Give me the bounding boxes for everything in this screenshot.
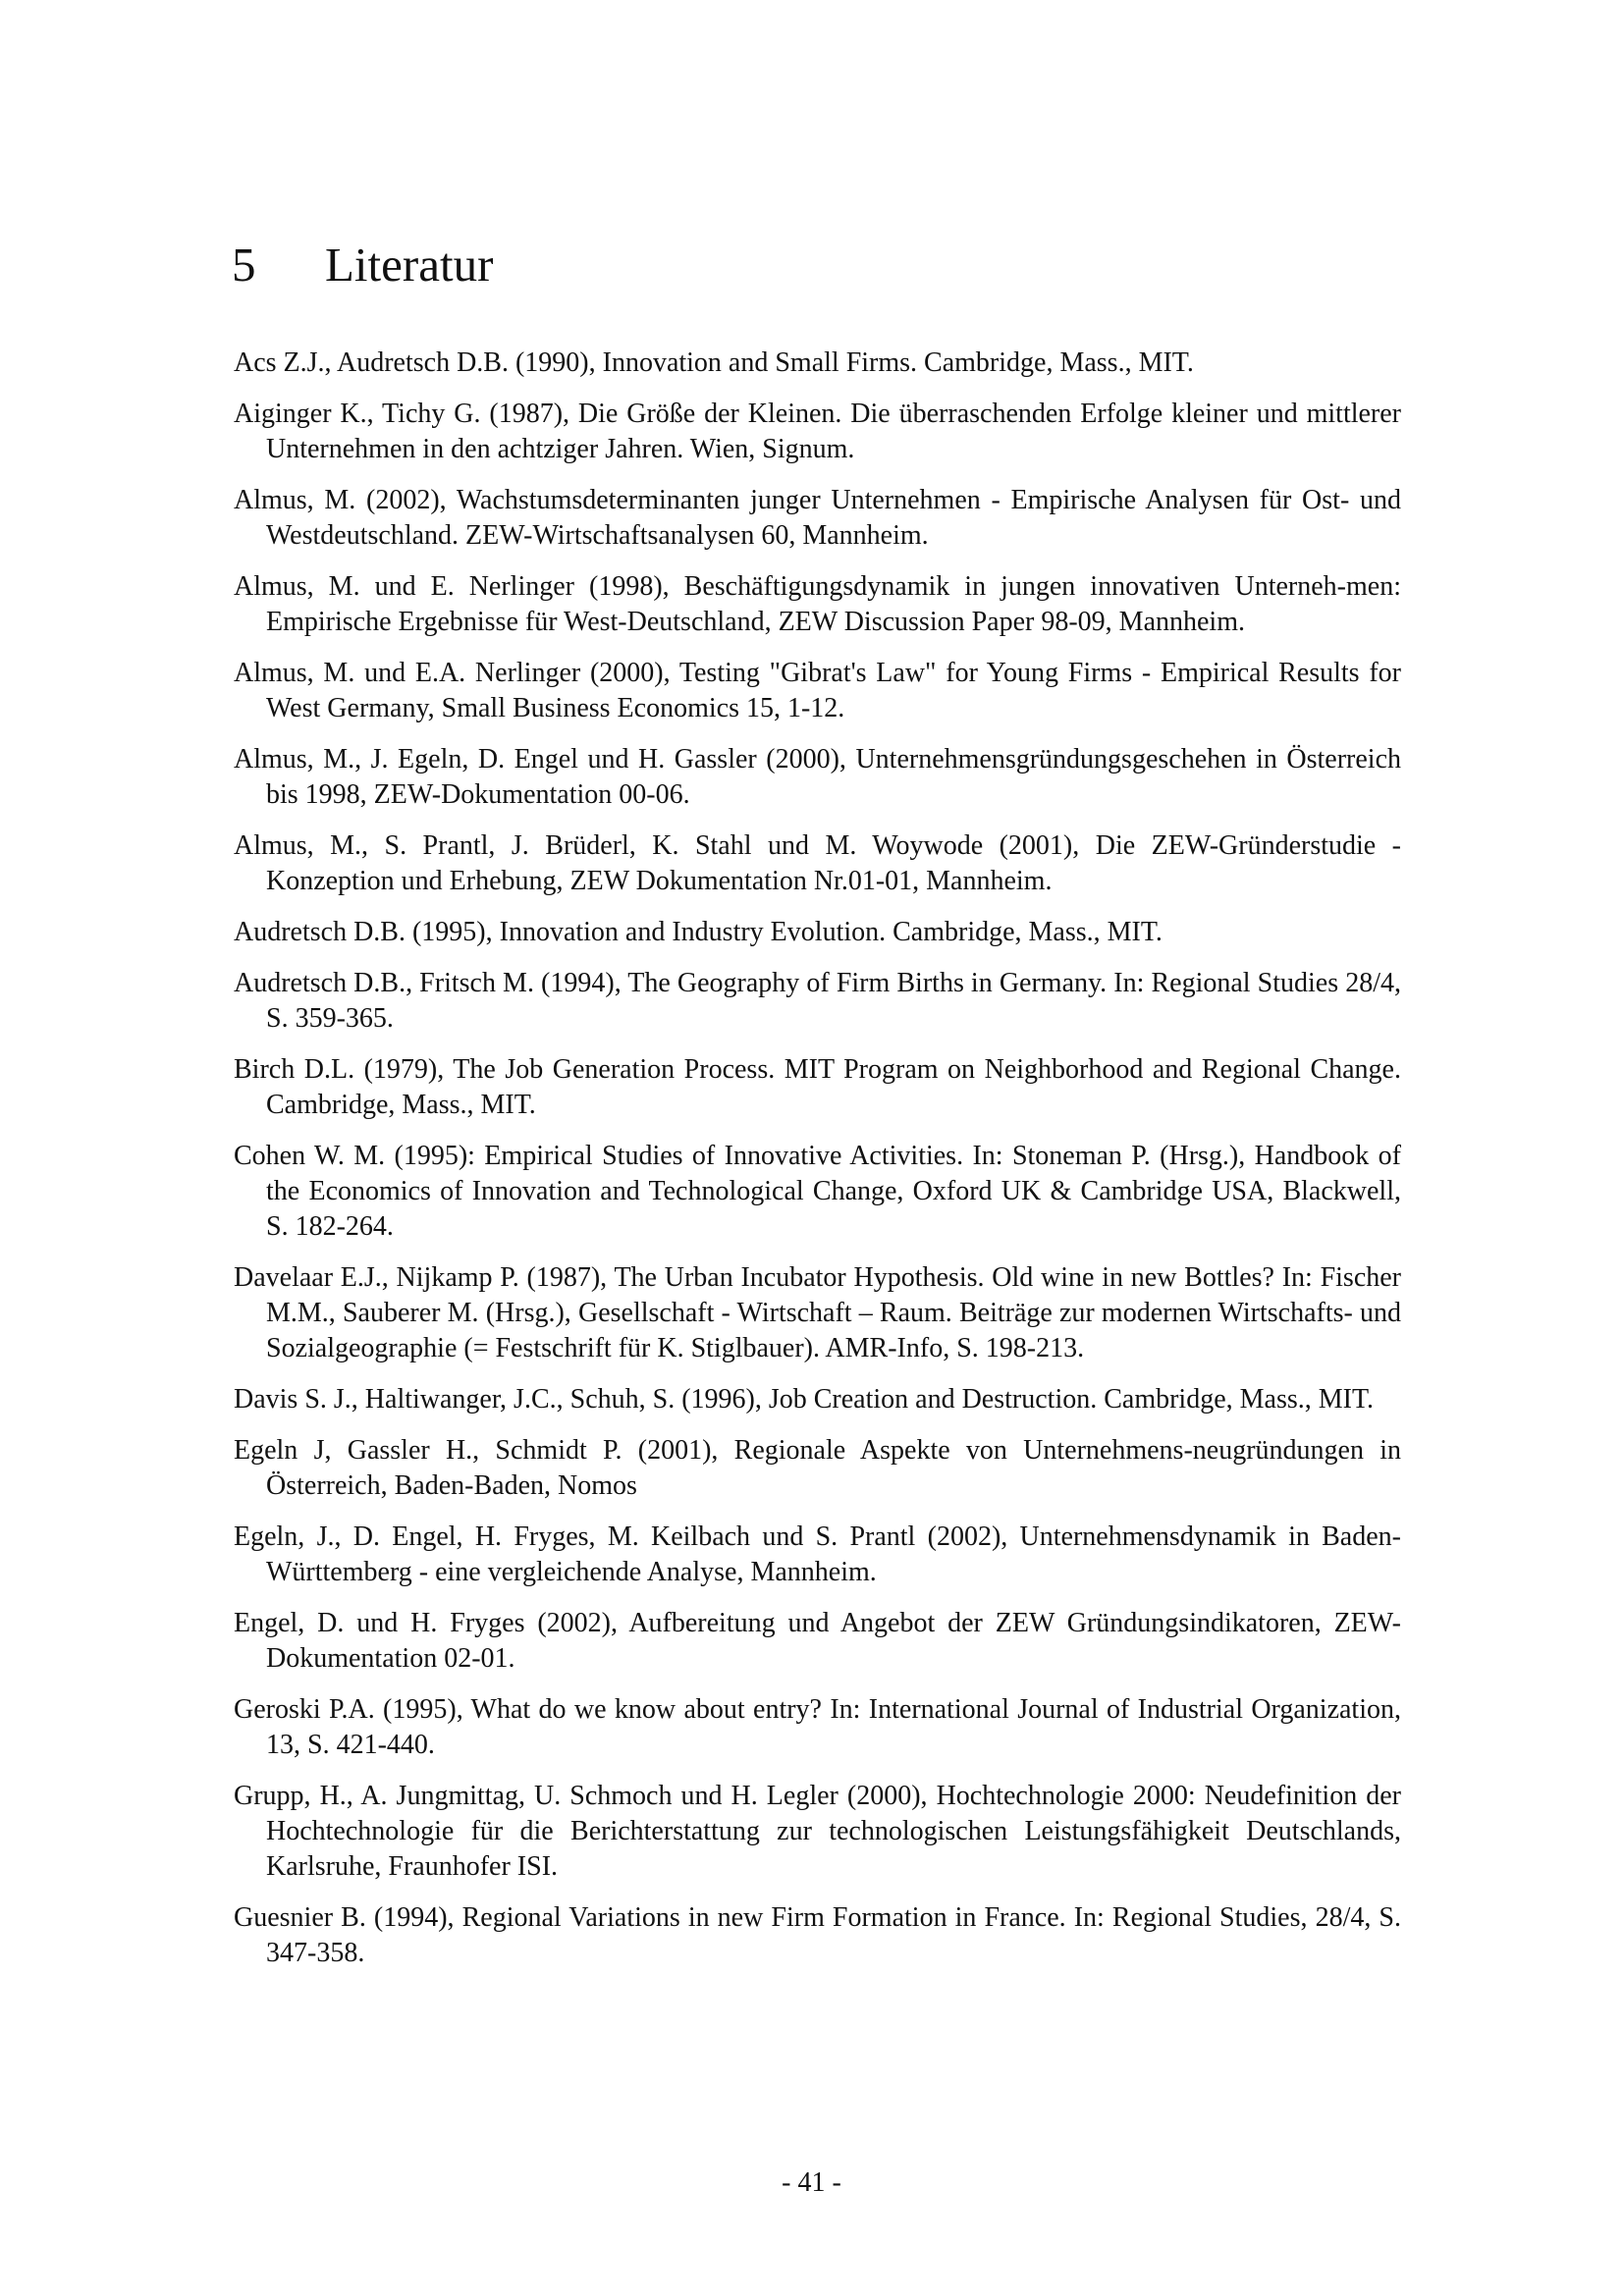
page-number: - 41 - — [782, 2167, 841, 2198]
reference-entry: Acs Z.J., Audretsch D.B. (1990), Innovation and Small Firms. Cambridge, Mass., MIT. — [234, 347, 1194, 378]
reference-entry: Cohen W. M. (1995): Empirical Studies of Innovative Activities. In: Stoneman P. (Hrsg.), Handbook of the Economics of Innovation and Technological Change, Oxford UK & Cambridge USA, Blackwell, S. 182-264. — [234, 1141, 1401, 1242]
reference-entry: Almus, M. und E.A. Nerlinger (2000), Testing "Gibrat's Law" for Young Firms - Empirical Results for West Germany, Small Business Economics 15, 1-12. — [234, 658, 1401, 723]
reference-list — [234, 346, 1401, 1987]
reference-entry: Geroski P.A. (1995), What do we know about entry? In: International Journal of Industrial Organization, 13, S. 421-440. — [234, 1694, 1401, 1760]
section-heading — [232, 236, 493, 294]
reference-entry: Davis S. J., Haltiwanger, J.C., Schuh, S. (1996), Job Creation and Destruction. Cambridge, Mass., MIT. — [234, 1384, 1375, 1415]
reference-entry: Grupp, H., A. Jungmittag, U. Schmoch und H. Legler (2000), Hochtechnologie 2000: Neudefinition der Hochtechnologie für die Berichterstattung zur technologischen Leistungsfähigkeit Deutschlands, Karlsruhe, Fraunhofer ISI. — [234, 1781, 1401, 1882]
reference-entry: Engel, D. und H. Fryges (2002), Aufbereitung und Angebot der ZEW Gründungsindikatoren, ZEW-Dokumentation 02-01. — [234, 1608, 1401, 1674]
reference-entry: Almus, M. (2002), Wachstumsdeterminanten junger Unternehmen - Empirische Analysen für Ost- und Westdeutschland. ZEW-Wirtschaftsanalysen 60, Mannheim. — [234, 485, 1401, 551]
reference-entry: Egeln J, Gassler H., Schmidt P. (2001), Regionale Aspekte von Unternehmens-neugründungen in Österreich, Baden-Baden, Nomos — [234, 1435, 1401, 1501]
section-title: Literatur — [325, 238, 494, 292]
reference-entry: Egeln, J., D. Engel, H. Fryges, M. Keilbach und S. Prantl (2002), Unternehmensdynamik in Baden-Württemberg - eine vergleichende Analyse, Mannheim. — [234, 1522, 1401, 1587]
reference-entry: Birch D.L. (1979), The Job Generation Process. MIT Program on Neighborhood and Regional Change. Cambridge, Mass., MIT. — [234, 1054, 1401, 1120]
reference-entry: Guesnier B. (1994), Regional Variations in new Firm Formation in France. In: Regional Studies, 28/4, S. 347-358. — [234, 1902, 1401, 1968]
reference-entry: Almus, M., S. Prantl, J. Brüderl, K. Stahl und M. Woywode (2001), Die ZEW-Gründerstudie - Konzeption und Erhebung, ZEW Dokumentation Nr.01-01, Mannheim. — [234, 830, 1401, 896]
reference-entry: Almus, M. und E. Nerlinger (1998), Beschäftigungsdynamik in jungen innovativen Unterneh-men: Empirische Ergebnisse für West-Deutschland, ZEW Discussion Paper 98-09, Mannheim. — [234, 571, 1401, 637]
reference-entry: Aiginger K., Tichy G. (1987), Die Größe der Kleinen. Die überraschenden Erfolge kleiner und mittlerer Unternehmen in den achtziger Jahren. Wien, Signum. — [234, 399, 1401, 464]
reference-entry: Almus, M., J. Egeln, D. Engel und H. Gassler (2000), Unternehmensgründungsgeschehen in Österreich bis 1998, ZEW-Dokumentation 00-06. — [234, 744, 1401, 810]
reference-entry: Audretsch D.B., Fritsch M. (1994), The Geography of Firm Births in Germany. In: Regional Studies 28/4, S. 359-365. — [234, 968, 1401, 1034]
section-number: 5 — [232, 238, 256, 292]
reference-entry: Davelaar E.J., Nijkamp P. (1987), The Urban Incubator Hypothesis. Old wine in new Bottles? In: Fischer M.M., Sauberer M. (Hrsg.), Gesellschaft - Wirtschaft – Raum. Beiträge zur modernen Wirtschafts- und Sozialgeographie (= Festschrift für K. Stiglbauer). AMR-Info, S. 198-213. — [234, 1262, 1401, 1363]
reference-entry: Audretsch D.B. (1995), Innovation and Industry Evolution. Cambridge, Mass., MIT. — [234, 917, 1163, 947]
